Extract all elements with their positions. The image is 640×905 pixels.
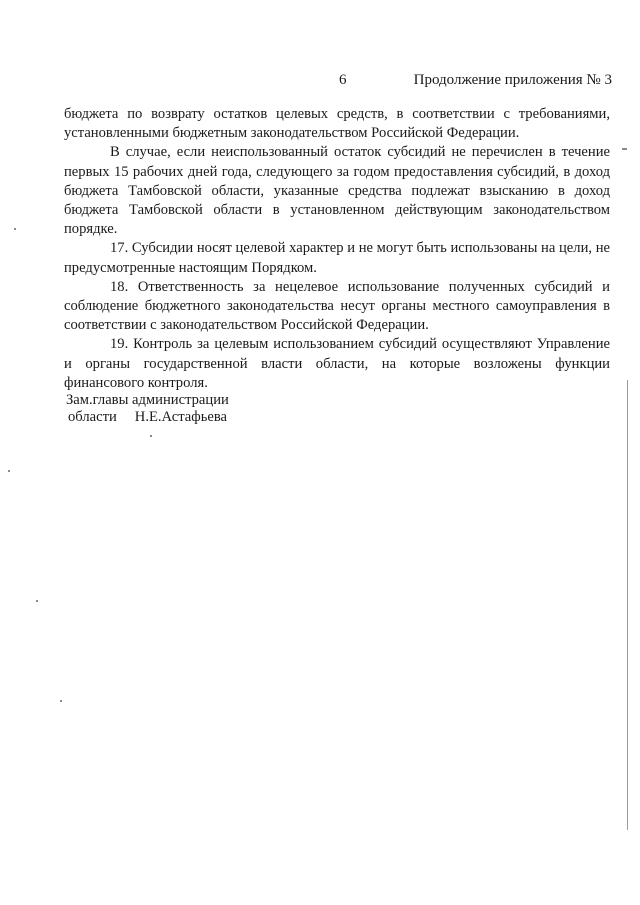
paragraph-unspent-balance: В случае, если неиспользованный остаток субсидий не перечислен в течение первых 15 рабочих дней года, следующего за годом предоставления субсидий, в доход бюджета Тамбовской области, указанные средства подлежат взысканию в доход бюджета Тамбовской области в установленном действующим законодательством порядке. — [64, 144, 610, 238]
paragraph-19: 19. Контроль за целевым использованием субсидий осуществляют Управление и органы государственной власти области, на которые возложены функции финансового контроля. — [64, 336, 610, 391]
scan-edge-line — [627, 380, 628, 830]
document-body — [64, 105, 610, 393]
scan-speck — [622, 148, 627, 150]
scan-speck — [60, 700, 62, 702]
page-number: 6 — [339, 72, 347, 88]
signature-block — [66, 392, 229, 426]
paragraph-18: 18. Ответственность за нецелевое использование полученных субсидий и соблюдение бюджетного законодательства несут органы местного самоуправления в соответствии с законодательством Российской Федерации. — [64, 278, 610, 334]
paragraph-continued: бюджета по возврату остатков целевых средств, в соответствии с требованиями, установленными бюджетным законодательством Российской Федерации. — [64, 106, 610, 142]
signatory-title-continued: области — [68, 409, 117, 425]
scan-speck — [8, 470, 10, 472]
signatory-line-2 — [66, 409, 229, 426]
scan-speck — [14, 228, 16, 230]
signatory-title: Зам.главы администрации — [66, 392, 229, 408]
paragraph-17: 17. Субсидии носят целевой характер и не могут быть использованы на цели, не предусмотренные настоящим Порядком. — [64, 240, 610, 276]
signatory-name: Н.Е.Астафьева — [134, 409, 227, 425]
scan-speck — [36, 600, 38, 602]
page-header — [0, 72, 640, 92]
scan-speck — [150, 435, 152, 437]
appendix-continuation-label: Продолжение приложения № 3 — [413, 72, 612, 88]
